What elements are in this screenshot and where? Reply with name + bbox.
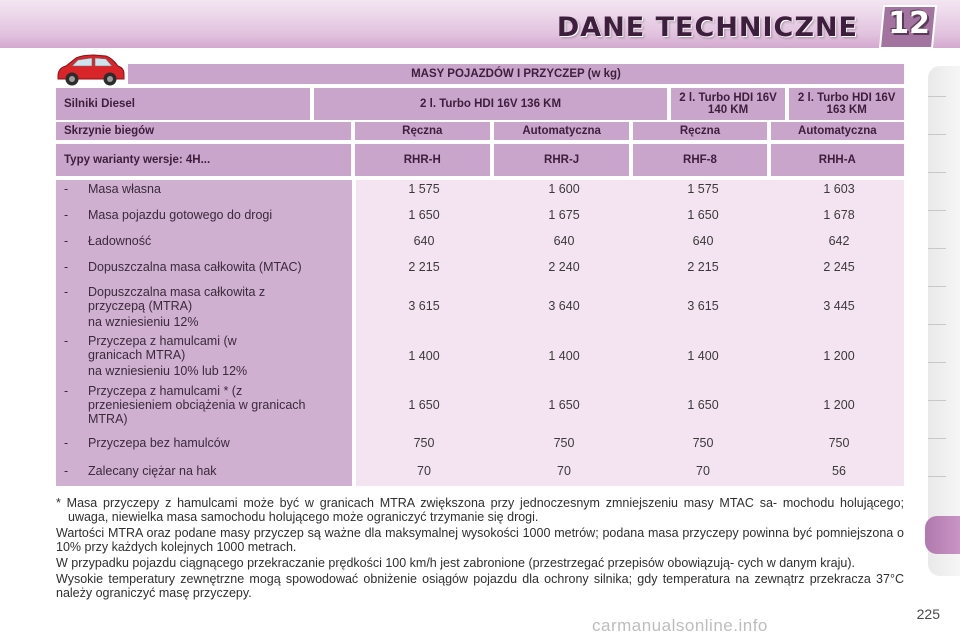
engines-label: Silniki Diesel [56,88,310,120]
type-4: RHH-A [771,144,904,176]
row-value: 1 675 [548,208,580,222]
side-tab-divider [928,210,946,211]
chapter-badge [878,2,940,52]
row-value: 640 [413,234,435,248]
table-row [56,182,904,204]
row-value: 640 [553,234,575,248]
row-value: 1 575 [408,182,440,196]
row-value: 750 [413,436,435,450]
row-dash: - [64,208,69,222]
row-label: Masa własna [88,182,161,196]
row-dash: - [64,285,69,299]
table-title: MASY POJAZDÓW I PRZYCZEP (w kg) [128,64,904,84]
side-tab-divider [928,362,946,363]
footnote-paragraph: W przypadku pojazdu ciągnącego przekraczanie prędkości 100 km/h jest zabronione (przestrzegać przepisów obowiązują- cych w danym kraju). [56,556,855,570]
row-value: 3 615 [408,299,440,313]
side-tab-divider [928,438,946,439]
row-value: 750 [828,436,850,450]
footnote-paragraph: Wysokie temperatury zewnętrzne mogą spowodować obniżenie osiągów pojazdu dla ochrony silnika; gdy temperatura na zewnątrz przekracza 37°C należy ograniczyć masę przyczepy. [56,572,904,600]
side-tab-divider [928,96,946,97]
engine-1: 2 l. Turbo HDI 16V 136 KM [314,88,666,120]
row-dash: - [64,234,69,248]
page-title: DANE TECHNICZNE [556,12,858,43]
table-row [56,234,904,256]
footnotes [56,496,904,602]
type-1: RHR-H [355,144,490,176]
row-value: 2 245 [823,260,855,274]
gearbox-2: Automatyczna [494,122,629,140]
engine-3: 2 l. Turbo HDI 16V 163 KM [789,88,904,120]
engines-row [56,88,904,120]
row-dash: - [64,384,69,398]
row-note: na wzniesieniu 10% lub 12% [88,364,248,378]
page-header [0,0,960,58]
row-value: 1 575 [687,182,719,196]
type-3: RHF-8 [633,144,766,176]
row-value: 70 [557,464,571,478]
side-tab-divider [928,286,946,287]
table-row [56,384,904,430]
row-value: 1 650 [548,398,580,412]
row-value: 3 615 [687,299,719,313]
footnote-star: * Masa przyczepy z hamulcami może być w granicach MTRA zwiększona przy jednoczesnym zmniejszeniu masy MTAC sa- mochodu holującego; uwaga, niewielka masa samochodu holującego może ograniczyć trzymanie się drogi. [56,496,904,524]
gearbox-1: Ręczna [355,122,490,140]
table-row [56,464,904,486]
row-value: 1 200 [823,398,855,412]
row-label: Przyczepa z hamulcami (w granicach MTRA) [88,334,237,362]
row-dash: - [64,182,69,196]
row-value: 1 200 [823,349,855,363]
row-value: 642 [828,234,850,248]
engine-2: 2 l. Turbo HDI 16V 140 KM [671,88,786,120]
row-value: 1 400 [687,349,719,363]
side-tab-divider [928,476,946,477]
side-tab-divider [928,248,946,249]
row-value: 750 [692,436,714,450]
type-2: RHR-J [494,144,629,176]
table-row [56,208,904,230]
row-dash: - [64,436,69,450]
row-dash: - [64,334,69,348]
table-row [56,334,904,380]
page-number: 225 [916,606,940,622]
row-value: 3 640 [548,299,580,313]
row-label: Dopuszczalna masa całkowita z przyczepą (MTRA) [88,285,266,313]
gearbox-3: Ręczna [633,122,766,140]
row-value: 1 650 [687,208,719,222]
table-row [56,260,904,282]
side-tab-divider [928,172,946,173]
watermark: carmanualsonline.info [592,616,768,635]
row-value: 1 678 [823,208,855,222]
row-value: 1 400 [408,349,440,363]
row-value: 56 [832,464,846,478]
row-value: 1 650 [687,398,719,412]
chapter-number: 12 [888,6,930,41]
row-value: 3 445 [823,299,855,313]
row-label: Zalecany ciężar na hak [88,464,217,478]
side-tabs [928,66,960,576]
row-label: Przyczepa z hamulcami * (z przeniesieniem obciążenia w granicach MTRA) [88,384,306,426]
row-value: 750 [553,436,575,450]
row-note: na wzniesieniu 12% [88,315,199,329]
side-tab-divider [928,400,946,401]
types-row [56,144,904,176]
row-value: 70 [417,464,431,478]
row-value: 1 650 [408,398,440,412]
car-icon [54,52,126,88]
row-value: 640 [692,234,714,248]
row-dash: - [64,464,69,478]
side-tab-divider [928,324,946,325]
row-value: 1 600 [548,182,580,196]
side-tab-active[interactable] [925,516,960,554]
table-row [56,285,904,331]
row-label: Masa pojazdu gotowego do drogi [88,208,273,222]
gearbox-label: Skrzynie biegów [56,122,351,140]
row-label: Ładowność [88,234,152,248]
side-tab-divider [928,134,946,135]
gearbox-row [56,122,904,140]
row-value: 70 [696,464,710,478]
row-label: Przyczepa bez hamulców [88,436,230,450]
row-value: 2 240 [548,260,580,274]
row-value: 1 603 [823,182,855,196]
types-label: Typy warianty wersje: 4H... [56,144,351,176]
row-dash: - [64,260,69,274]
row-value: 2 215 [408,260,440,274]
gearbox-4: Automatyczna [771,122,904,140]
row-value: 2 215 [687,260,719,274]
row-label: Dopuszczalna masa całkowita (MTAC) [88,260,302,274]
row-value: 1 650 [408,208,440,222]
footnote-paragraph: Wartości MTRA oraz podane masy przyczep są ważne dla maksymalnej wysokości 1000 metrów; podana masa przyczepy powinna być pomniejszona o 10% przy każdych kolejnych 1000 metrach. [56,526,904,554]
row-value: 1 400 [548,349,580,363]
table-row [56,436,904,458]
